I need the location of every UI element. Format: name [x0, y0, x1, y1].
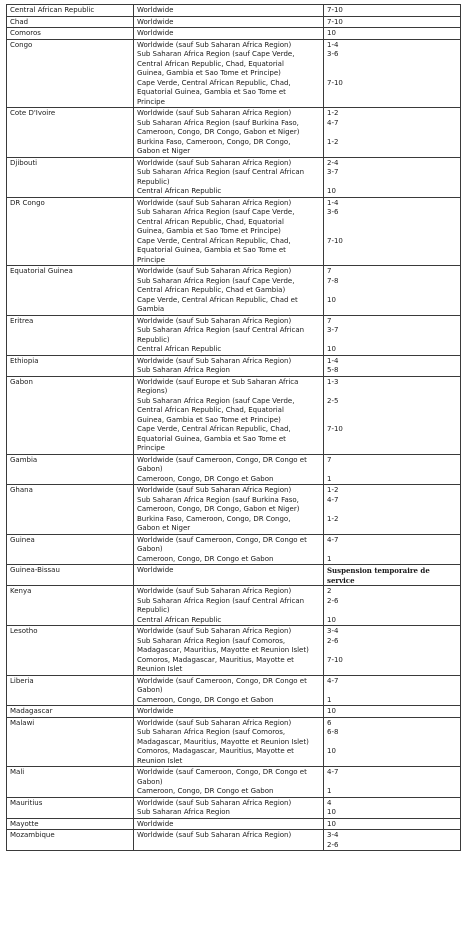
- table-row: [7, 28, 461, 40]
- zone-text: Central African Republic, Chad, Equatorial: [137, 59, 284, 68]
- zone-text: Worldwide (sauf Sub Saharan Africa Region): [137, 109, 292, 117]
- delivery-days-cell: [324, 717, 461, 767]
- zone-text: Madagascar, Mauritius, Mayotte et Reunion Islet): [137, 737, 309, 746]
- spacer: [327, 505, 457, 515]
- delivery-days: 7: [327, 267, 332, 275]
- delivery-days: 2-6: [327, 596, 339, 605]
- country-cell: [7, 266, 134, 316]
- zone-text: Worldwide: [137, 17, 174, 26]
- table-row: [7, 108, 461, 158]
- table-row: [7, 830, 461, 851]
- destination-zone-cell: [134, 39, 324, 108]
- zone-text: Worldwide (sauf Europe et Sub Saharan Africa: [137, 377, 299, 386]
- delivery-days: 1-3: [327, 377, 339, 386]
- table-row: [7, 717, 461, 767]
- spacer: [327, 178, 457, 188]
- table-row: [7, 376, 461, 454]
- zone-text: Worldwide: [137, 707, 174, 715]
- delivery-days: 2-5: [327, 396, 339, 405]
- zone-text: Sub Saharan Africa Region (sauf Comoros,: [137, 636, 286, 645]
- delivery-days: 1-4: [327, 356, 339, 365]
- spacer: [327, 545, 457, 555]
- zone-text: Guinea, Gambia et Sao Tome et Principe): [137, 415, 281, 424]
- zone-text: Comoros, Madagascar, Mauritius, Mayotte et: [137, 747, 294, 755]
- country-name: Mali: [10, 768, 25, 776]
- country-cell: [7, 767, 134, 798]
- delivery-days: 1: [327, 787, 332, 795]
- delivery-days-cell: [324, 767, 461, 798]
- delivery-days-cell: [324, 5, 461, 17]
- delivery-days: 1: [327, 474, 332, 483]
- spacer: [327, 606, 457, 616]
- delivery-days-cell: [324, 818, 461, 830]
- spacer: [327, 416, 457, 426]
- spacer: [327, 387, 457, 397]
- destination-zone-cell: [134, 565, 324, 586]
- delivery-days: 1-2: [327, 486, 339, 494]
- delivery-days: 2: [327, 587, 332, 595]
- country-name: Mozambique: [10, 831, 55, 839]
- country-cell: [7, 355, 134, 376]
- zone-text: Cape Verde, Central African Republic, Chad,: [137, 236, 291, 245]
- spacer: [327, 646, 457, 656]
- zone-text: Central African Republic, Chad et Gambia): [137, 286, 286, 294]
- table-row: [7, 534, 461, 565]
- delivery-days: 4-7: [327, 495, 339, 504]
- country-name: Mayotte: [10, 819, 39, 828]
- destination-zone-cell: [134, 767, 324, 798]
- zone-text: Sub Saharan Africa Region: [137, 366, 230, 374]
- delivery-days-cell: [324, 485, 461, 535]
- zone-text: Cape Verde, Central African Republic, Chad,: [137, 78, 291, 87]
- delivery-days: 6-8: [327, 728, 339, 736]
- destination-zone-cell: [134, 626, 324, 676]
- zone-text: Equatorial Guinea, Gambia et Sao Tome et: [137, 434, 286, 443]
- table-row: [7, 706, 461, 718]
- zone-text: Worldwide (sauf Sub Saharan Africa Region): [137, 627, 292, 635]
- zone-text: Worldwide (sauf Sub Saharan Africa Region): [137, 356, 292, 365]
- delivery-days-cell: [324, 706, 461, 718]
- delivery-days: 6: [327, 718, 332, 727]
- zone-text: Worldwide (sauf Sub Saharan Africa Region): [137, 316, 292, 325]
- delivery-days: 7-10: [327, 425, 343, 433]
- country-cell: [7, 565, 134, 586]
- delivery-days: 4: [327, 798, 332, 807]
- delivery-days-cell: [324, 565, 461, 586]
- zone-text: Sub Saharan Africa Region (sauf Comoros,: [137, 728, 286, 736]
- zone-text: Burkina Faso, Cameroon, Congo, DR Congo,: [137, 514, 291, 523]
- delivery-days-cell: [324, 266, 461, 316]
- country-cell: [7, 197, 134, 266]
- delivery-days-cell: [324, 454, 461, 485]
- zone-text: Worldwide (sauf Sub Saharan Africa Region): [137, 486, 292, 494]
- zone-text: Sub Saharan Africa Region (sauf Cape Verde,: [137, 50, 295, 58]
- zone-text: Gabon et Niger: [137, 147, 191, 155]
- country-name: Ethiopia: [10, 356, 39, 365]
- delivery-days: 4-7: [327, 768, 339, 776]
- delivery-days-cell: [324, 197, 461, 266]
- zone-text: Worldwide (sauf Cameroon, Congo, DR Congo et: [137, 455, 307, 464]
- delivery-days: 3-7: [327, 326, 339, 334]
- destination-zone-cell: [134, 315, 324, 355]
- delivery-days-cell: [324, 108, 461, 158]
- delivery-days-cell: [324, 675, 461, 706]
- destination-zone-cell: [134, 376, 324, 454]
- country-cell: [7, 108, 134, 158]
- destination-zone-cell: [134, 5, 324, 17]
- delivery-days: 7: [327, 455, 332, 464]
- country-cell: [7, 28, 134, 40]
- delivery-days: 3-6: [327, 50, 339, 58]
- table-row: [7, 565, 461, 586]
- delivery-days: 7-10: [327, 236, 343, 245]
- spacer: [327, 60, 457, 70]
- table-row: [7, 454, 461, 485]
- delivery-days: 2-6: [327, 840, 339, 849]
- table-row: [7, 626, 461, 676]
- zone-text: Gabon): [137, 465, 163, 473]
- table-row: [7, 797, 461, 818]
- delivery-days-cell: [324, 534, 461, 565]
- zone-text: Gabon): [137, 545, 163, 553]
- delivery-days: 10: [327, 29, 336, 37]
- table-row: [7, 586, 461, 626]
- delivery-days-cell: [324, 830, 461, 851]
- delivery-days: 7-10: [327, 6, 343, 14]
- destination-zone-cell: [134, 157, 324, 197]
- zone-text: Madagascar, Mauritius, Mayotte et Reunion Islet): [137, 646, 309, 654]
- zone-text: Worldwide (sauf Sub Saharan Africa Region): [137, 40, 292, 49]
- spacer: [327, 465, 457, 475]
- country-cell: [7, 586, 134, 626]
- zone-text: Sub Saharan Africa Region (sauf Burkina Faso,: [137, 118, 299, 127]
- zone-text: Cameroon, Congo, DR Congo et Gabon: [137, 787, 274, 795]
- zone-text: Regions): [137, 387, 168, 395]
- delivery-days: 2-4: [327, 158, 339, 167]
- delivery-days-cell: [324, 16, 461, 28]
- country-cell: [7, 675, 134, 706]
- service-status: Suspension temporaire de service: [327, 566, 430, 585]
- zone-text: Sub Saharan Africa Region (sauf Central African: [137, 326, 305, 334]
- zone-text: Cape Verde, Central African Republic, Chad et: [137, 295, 298, 304]
- delivery-days: 1-2: [327, 514, 339, 523]
- table-row: [7, 675, 461, 706]
- country-cell: [7, 626, 134, 676]
- table-row: [7, 157, 461, 197]
- zone-text: Worldwide: [137, 566, 174, 574]
- country-cell: [7, 376, 134, 454]
- zone-text: Gabon): [137, 686, 163, 694]
- table-row: [7, 315, 461, 355]
- spacer: [327, 686, 457, 696]
- country-cell: [7, 818, 134, 830]
- zone-text: Sub Saharan Africa Region (sauf Cape Verde,: [137, 276, 295, 285]
- zone-text: Worldwide (sauf Cameroon, Congo, DR Congo et: [137, 676, 307, 685]
- destination-zone-cell: [134, 534, 324, 565]
- country-cell: [7, 797, 134, 818]
- zone-text: Cameroon, Congo, DR Congo et Gabon: [137, 554, 274, 563]
- zone-text: Worldwide: [137, 819, 174, 828]
- delivery-days: 10: [327, 819, 336, 828]
- zone-text: Cameroon, Congo, DR Congo et Gabon: [137, 474, 274, 483]
- destination-zone-cell: [134, 818, 324, 830]
- zone-text: Worldwide (sauf Sub Saharan Africa Region): [137, 718, 292, 727]
- country-cell: [7, 706, 134, 718]
- delivery-days-cell: [324, 586, 461, 626]
- spacer: [327, 778, 457, 788]
- destination-zone-cell: [134, 586, 324, 626]
- zone-text: Republic): [137, 606, 170, 614]
- delivery-days: 1: [327, 695, 332, 704]
- table-row: [7, 266, 461, 316]
- destination-zone-cell: [134, 706, 324, 718]
- table-row: [7, 197, 461, 266]
- table-row: [7, 818, 461, 830]
- delivery-days-cell: [324, 315, 461, 355]
- zone-text: Cameroon, Congo, DR Congo, Gabon et Niger): [137, 505, 300, 513]
- zone-text: Central African Republic, Chad, Equatorial: [137, 406, 284, 414]
- spacer: [327, 286, 457, 296]
- destination-zone-cell: [134, 108, 324, 158]
- delivery-days: 10: [327, 808, 336, 816]
- delivery-days: 10: [327, 187, 336, 195]
- table-row: [7, 767, 461, 798]
- spacer: [327, 406, 457, 416]
- zone-text: Cameroon, Congo, DR Congo et Gabon: [137, 695, 274, 704]
- delivery-days: 5-8: [327, 366, 339, 374]
- delivery-days: 7-10: [327, 17, 343, 26]
- zone-text: Sub Saharan Africa Region (sauf Cape Verde,: [137, 396, 295, 405]
- spacer: [327, 336, 457, 346]
- spacer: [327, 69, 457, 79]
- country-name: Eritrea: [10, 316, 34, 325]
- country-cell: [7, 454, 134, 485]
- delivery-days: 7-10: [327, 78, 343, 87]
- destination-zone-cell: [134, 197, 324, 266]
- zone-text: Worldwide (sauf Sub Saharan Africa Region): [137, 267, 292, 275]
- spacer: [327, 227, 457, 237]
- zone-text: Guinea, Gambia et Sao Tome et Principe): [137, 69, 281, 77]
- country-cell: [7, 315, 134, 355]
- zone-text: Burkina Faso, Cameroon, Congo, DR Congo,: [137, 137, 291, 146]
- zone-text: Sub Saharan Africa Region (sauf Cape Verde,: [137, 208, 295, 216]
- zone-text: Worldwide: [137, 29, 174, 37]
- spacer: [327, 218, 457, 228]
- country-cell: [7, 157, 134, 197]
- destination-zone-cell: [134, 355, 324, 376]
- country-name: Comoros: [10, 29, 41, 37]
- zone-text: Central African Republic: [137, 615, 222, 624]
- country-name: Guinea: [10, 535, 35, 544]
- country-name: Central African Republic: [10, 6, 95, 14]
- delivery-days-cell: [324, 626, 461, 676]
- zone-text: Worldwide (sauf Sub Saharan Africa Region): [137, 831, 292, 839]
- zone-text: Worldwide (sauf Sub Saharan Africa Region): [137, 798, 292, 807]
- zone-text: Reunion Islet: [137, 756, 183, 765]
- delivery-days: 3-4: [327, 831, 339, 839]
- zone-text: Gabon et Niger: [137, 524, 191, 532]
- country-name: Gabon: [10, 377, 33, 386]
- table-row: [7, 5, 461, 17]
- zone-text: Worldwide (sauf Cameroon, Congo, DR Congo et: [137, 535, 307, 544]
- country-name: Mauritius: [10, 798, 43, 807]
- spacer: [327, 738, 457, 748]
- zone-text: Worldwide (sauf Sub Saharan Africa Region): [137, 587, 292, 595]
- delivery-days: 7-8: [327, 276, 339, 285]
- delivery-days: 10: [327, 345, 336, 353]
- delivery-days-cell: [324, 797, 461, 818]
- table-row: [7, 39, 461, 108]
- delivery-days: 10: [327, 747, 336, 755]
- country-name: Lesotho: [10, 627, 38, 635]
- delivery-days: 10: [327, 615, 336, 624]
- delivery-days: 1-4: [327, 198, 339, 207]
- zone-text: Worldwide: [137, 6, 174, 14]
- delivery-days: 1: [327, 554, 332, 563]
- delivery-days-cell: [324, 376, 461, 454]
- country-cell: [7, 717, 134, 767]
- destination-zone-cell: [134, 797, 324, 818]
- country-name: DR Congo: [10, 198, 45, 207]
- country-cell: [7, 39, 134, 108]
- zone-text: Worldwide (sauf Cameroon, Congo, DR Congo et: [137, 768, 307, 776]
- zone-text: Equatorial Guinea, Gambia et Sao Tome et: [137, 88, 286, 96]
- delivery-days: 3-4: [327, 627, 339, 635]
- zone-text: Worldwide (sauf Sub Saharan Africa Region): [137, 198, 292, 207]
- table-body: [7, 5, 461, 851]
- zone-text: Sub Saharan Africa Region (sauf Central African: [137, 168, 305, 176]
- destination-zone-cell: [134, 830, 324, 851]
- delivery-days: 4-7: [327, 118, 339, 127]
- zone-text: Gabon): [137, 777, 163, 786]
- delivery-days: 4-7: [327, 676, 339, 685]
- country-name: Madagascar: [10, 707, 53, 715]
- zone-text: Sub Saharan Africa Region (sauf Central African: [137, 596, 305, 605]
- delivery-days: 2-6: [327, 636, 339, 645]
- zone-text: Sub Saharan Africa Region (sauf Burkina Faso,: [137, 495, 299, 504]
- delivery-days: 1-2: [327, 137, 339, 146]
- destination-zone-cell: [134, 16, 324, 28]
- delivery-days: 3-7: [327, 168, 339, 176]
- zone-text: Sub Saharan Africa Region: [137, 808, 230, 816]
- delivery-days-cell: [324, 39, 461, 108]
- delivery-days: 7: [327, 316, 332, 325]
- zone-text: Cameroon, Congo, DR Congo, Gabon et Niger): [137, 128, 300, 136]
- zone-text: Gambia: [137, 305, 165, 313]
- zone-text: Guinea, Gambia et Sao Tome et Principe): [137, 227, 281, 235]
- zone-text: Central African Republic, Chad, Equatorial: [137, 217, 284, 226]
- zone-text: Equatorial Guinea, Gambia et Sao Tome et: [137, 246, 286, 254]
- delivery-days: 7-10: [327, 655, 343, 664]
- country-cell: [7, 485, 134, 535]
- zone-text: Central African Republic: [137, 345, 222, 353]
- delivery-days: 10: [327, 295, 336, 304]
- destination-zone-cell: [134, 485, 324, 535]
- country-cell: [7, 830, 134, 851]
- country-name: Kenya: [10, 587, 32, 595]
- country-name: Cote D'Ivoire: [10, 109, 56, 117]
- spacer: [327, 128, 457, 138]
- country-name: Liberia: [10, 676, 34, 685]
- delivery-days: 1-4: [327, 40, 339, 49]
- country-delivery-table: [6, 4, 461, 851]
- zone-text: Cape Verde, Central African Republic, Chad,: [137, 425, 291, 433]
- zone-text: Republic): [137, 177, 170, 186]
- destination-zone-cell: [134, 266, 324, 316]
- zone-text: Reunion Islet: [137, 665, 183, 673]
- delivery-days-cell: [324, 28, 461, 40]
- destination-zone-cell: [134, 28, 324, 40]
- country-name: Guinea-Bissau: [10, 566, 60, 574]
- delivery-days-cell: [324, 355, 461, 376]
- destination-zone-cell: [134, 454, 324, 485]
- zone-text: Worldwide (sauf Sub Saharan Africa Region): [137, 158, 292, 167]
- destination-zone-cell: [134, 717, 324, 767]
- country-name: Malawi: [10, 718, 35, 727]
- country-name: Equatorial Guinea: [10, 267, 73, 275]
- country-cell: [7, 5, 134, 17]
- country-cell: [7, 534, 134, 565]
- delivery-days-cell: [324, 157, 461, 197]
- zone-text: Principe: [137, 255, 165, 264]
- country-name: Ghana: [10, 486, 33, 494]
- country-name: Chad: [10, 17, 29, 26]
- table-row: [7, 355, 461, 376]
- delivery-days: 3-6: [327, 208, 339, 216]
- delivery-days: 1-2: [327, 109, 339, 117]
- table-row: [7, 485, 461, 535]
- zone-text: Principe: [137, 97, 165, 106]
- delivery-days: 4-7: [327, 535, 339, 544]
- destination-zone-cell: [134, 675, 324, 706]
- zone-text: Principe: [137, 444, 165, 452]
- zone-text: Central African Republic: [137, 187, 222, 195]
- zone-text: Republic): [137, 335, 170, 344]
- country-name: Congo: [10, 40, 33, 49]
- country-name: Djibouti: [10, 158, 38, 167]
- country-cell: [7, 16, 134, 28]
- table-row: [7, 16, 461, 28]
- delivery-days: 10: [327, 707, 336, 715]
- zone-text: Comoros, Madagascar, Mauritius, Mayotte et: [137, 655, 294, 664]
- country-name: Gambia: [10, 455, 38, 464]
